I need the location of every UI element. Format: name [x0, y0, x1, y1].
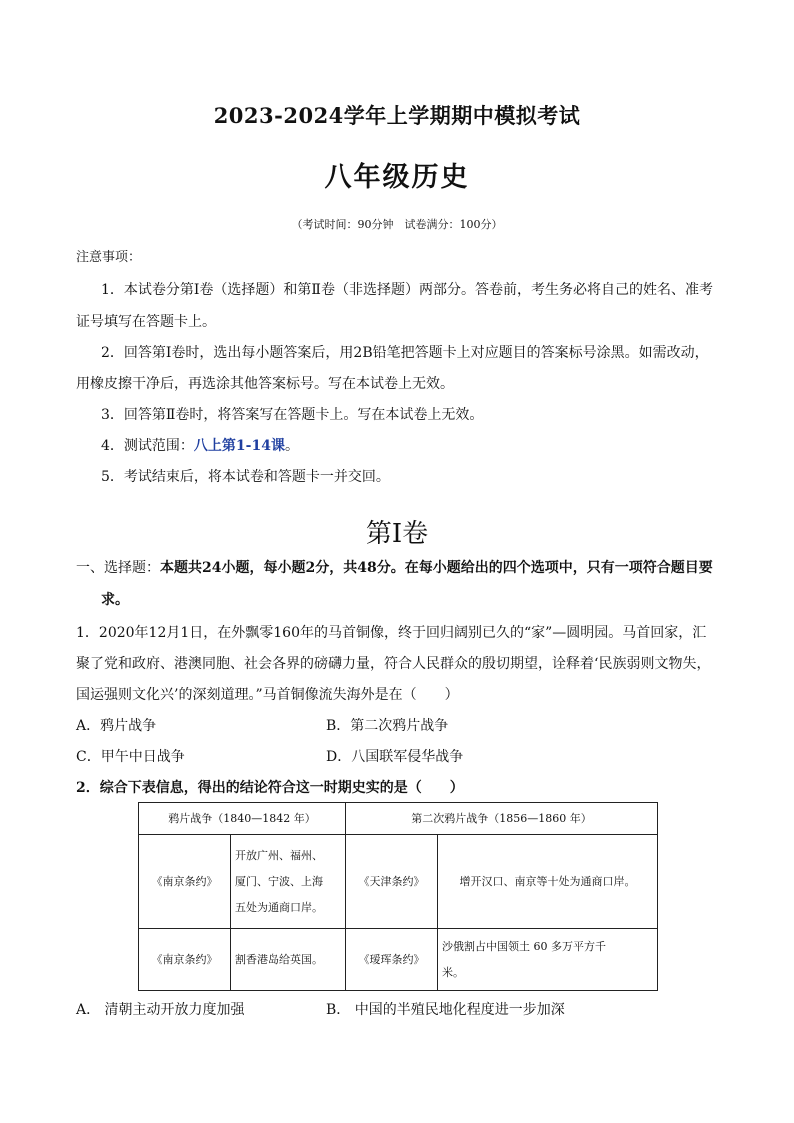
- table-cell-content: 增开汉口、南京等十处为通商口岸。: [438, 835, 658, 929]
- subject-title: 八年级历史: [324, 162, 470, 193]
- table-cell-treaty: 《南京条约》: [139, 835, 231, 929]
- history-comparison-table: [138, 802, 658, 991]
- q2-stem: 2．综合下表信息，得出的结论符合这一时期史实的是（ ）: [76, 780, 464, 796]
- note-5: 5．考试结束后，将本试卷和答题卡一并交回。: [101, 469, 390, 485]
- test-range: 八上第1-14课: [193, 438, 285, 454]
- notes-heading: 注意事项：: [76, 250, 142, 265]
- table-header-second-opium-war: 第二次鸦片战争（1856—1860 年）: [346, 803, 658, 835]
- q1-line-3: 国运强则文化兴’的深刻道理。”马首铜像流失海外是在（ ）: [76, 687, 459, 703]
- note-1-line-2: 证号填写在答题卡上。: [76, 314, 216, 330]
- q1-option-b[interactable]: B．第二次鸦片战争: [326, 718, 449, 734]
- note-4: [101, 435, 299, 455]
- q1-line-1: 1．2020年12月1日，在外飘零160年的马首铜像，终于回归阔别已久的“家”—圆明园。马首回家，汇: [76, 625, 707, 641]
- q1-option-d[interactable]: D．八国联军侵华战争: [326, 749, 464, 765]
- table-cell-line: 五处为通商口岸。: [235, 900, 323, 914]
- table-cell-content: [231, 835, 346, 929]
- q1-option-a[interactable]: A．鸦片战争: [76, 718, 157, 734]
- q2-option-b[interactable]: B． 中国的半殖民地化程度进一步加深: [326, 1002, 565, 1018]
- section-title: 第Ⅰ卷: [365, 519, 429, 549]
- table-cell-content: 割香港岛给英国。: [231, 929, 346, 991]
- table-cell-line: 开放广州、福州、: [235, 848, 323, 862]
- note-4-prefix: 4．测试范围：: [101, 438, 194, 454]
- exam-title: 2023-2024学年上学期期中模拟考试: [213, 103, 581, 128]
- section-intro-prefix: 一、选择题：: [76, 560, 160, 576]
- q2-option-a[interactable]: A． 清朝主动开放力度加强: [76, 1002, 245, 1018]
- table-header-opium-war: 鸦片战争（1840—1842 年）: [139, 803, 346, 835]
- section-intro-line-2: 求。: [101, 592, 129, 608]
- table-cell-content: [438, 929, 658, 991]
- note-2-line-2: 用橡皮擦干净后，再选涂其他答案标号。写在本试卷上无效。: [76, 376, 454, 392]
- note-3: 3．回答第Ⅱ卷时，将答案写在答题卡上。写在本试卷上无效。: [101, 407, 484, 423]
- table-cell-treaty: 《天津条约》: [346, 835, 438, 929]
- note-4-suffix: 。: [284, 438, 299, 454]
- q1-line-2: 聚了党和政府、港澳同胞、社会各界的磅礴力量，符合人民群众的殷切期望，诠释着‘民族弱则文物失，: [76, 656, 711, 672]
- exam-meta: （考试时间：90分钟 试卷满分：100分）: [291, 218, 503, 231]
- table-cell-treaty: 《南京条约》: [139, 929, 231, 991]
- section-intro: [76, 557, 713, 577]
- q1-option-c[interactable]: C．甲午中日战争: [76, 749, 185, 765]
- note-2-line-1: 2．回答第Ⅰ卷时，选出每小题答案后，用2B铅笔把答题卡上对应题目的答案标号涂黑。如需改动，: [101, 345, 709, 361]
- table-cell-line: 米。: [442, 965, 465, 979]
- section-intro-rules: 本题共24小题，每小题2分，共48分。在每小题给出的四个选项中，只有一项符合题目要: [160, 560, 713, 576]
- table-cell-line: 厦门、宁波、上海: [235, 874, 323, 888]
- table-cell-treaty: 《瑷珲条约》: [346, 929, 438, 991]
- note-1-line-1: 1．本试卷分第Ⅰ卷（选择题）和第Ⅱ卷（非选择题）两部分。答卷前，考生务必将自己的姓名、准考: [101, 282, 713, 298]
- table-cell-line: 沙俄割占中国领土 60 多万平方千: [442, 939, 607, 953]
